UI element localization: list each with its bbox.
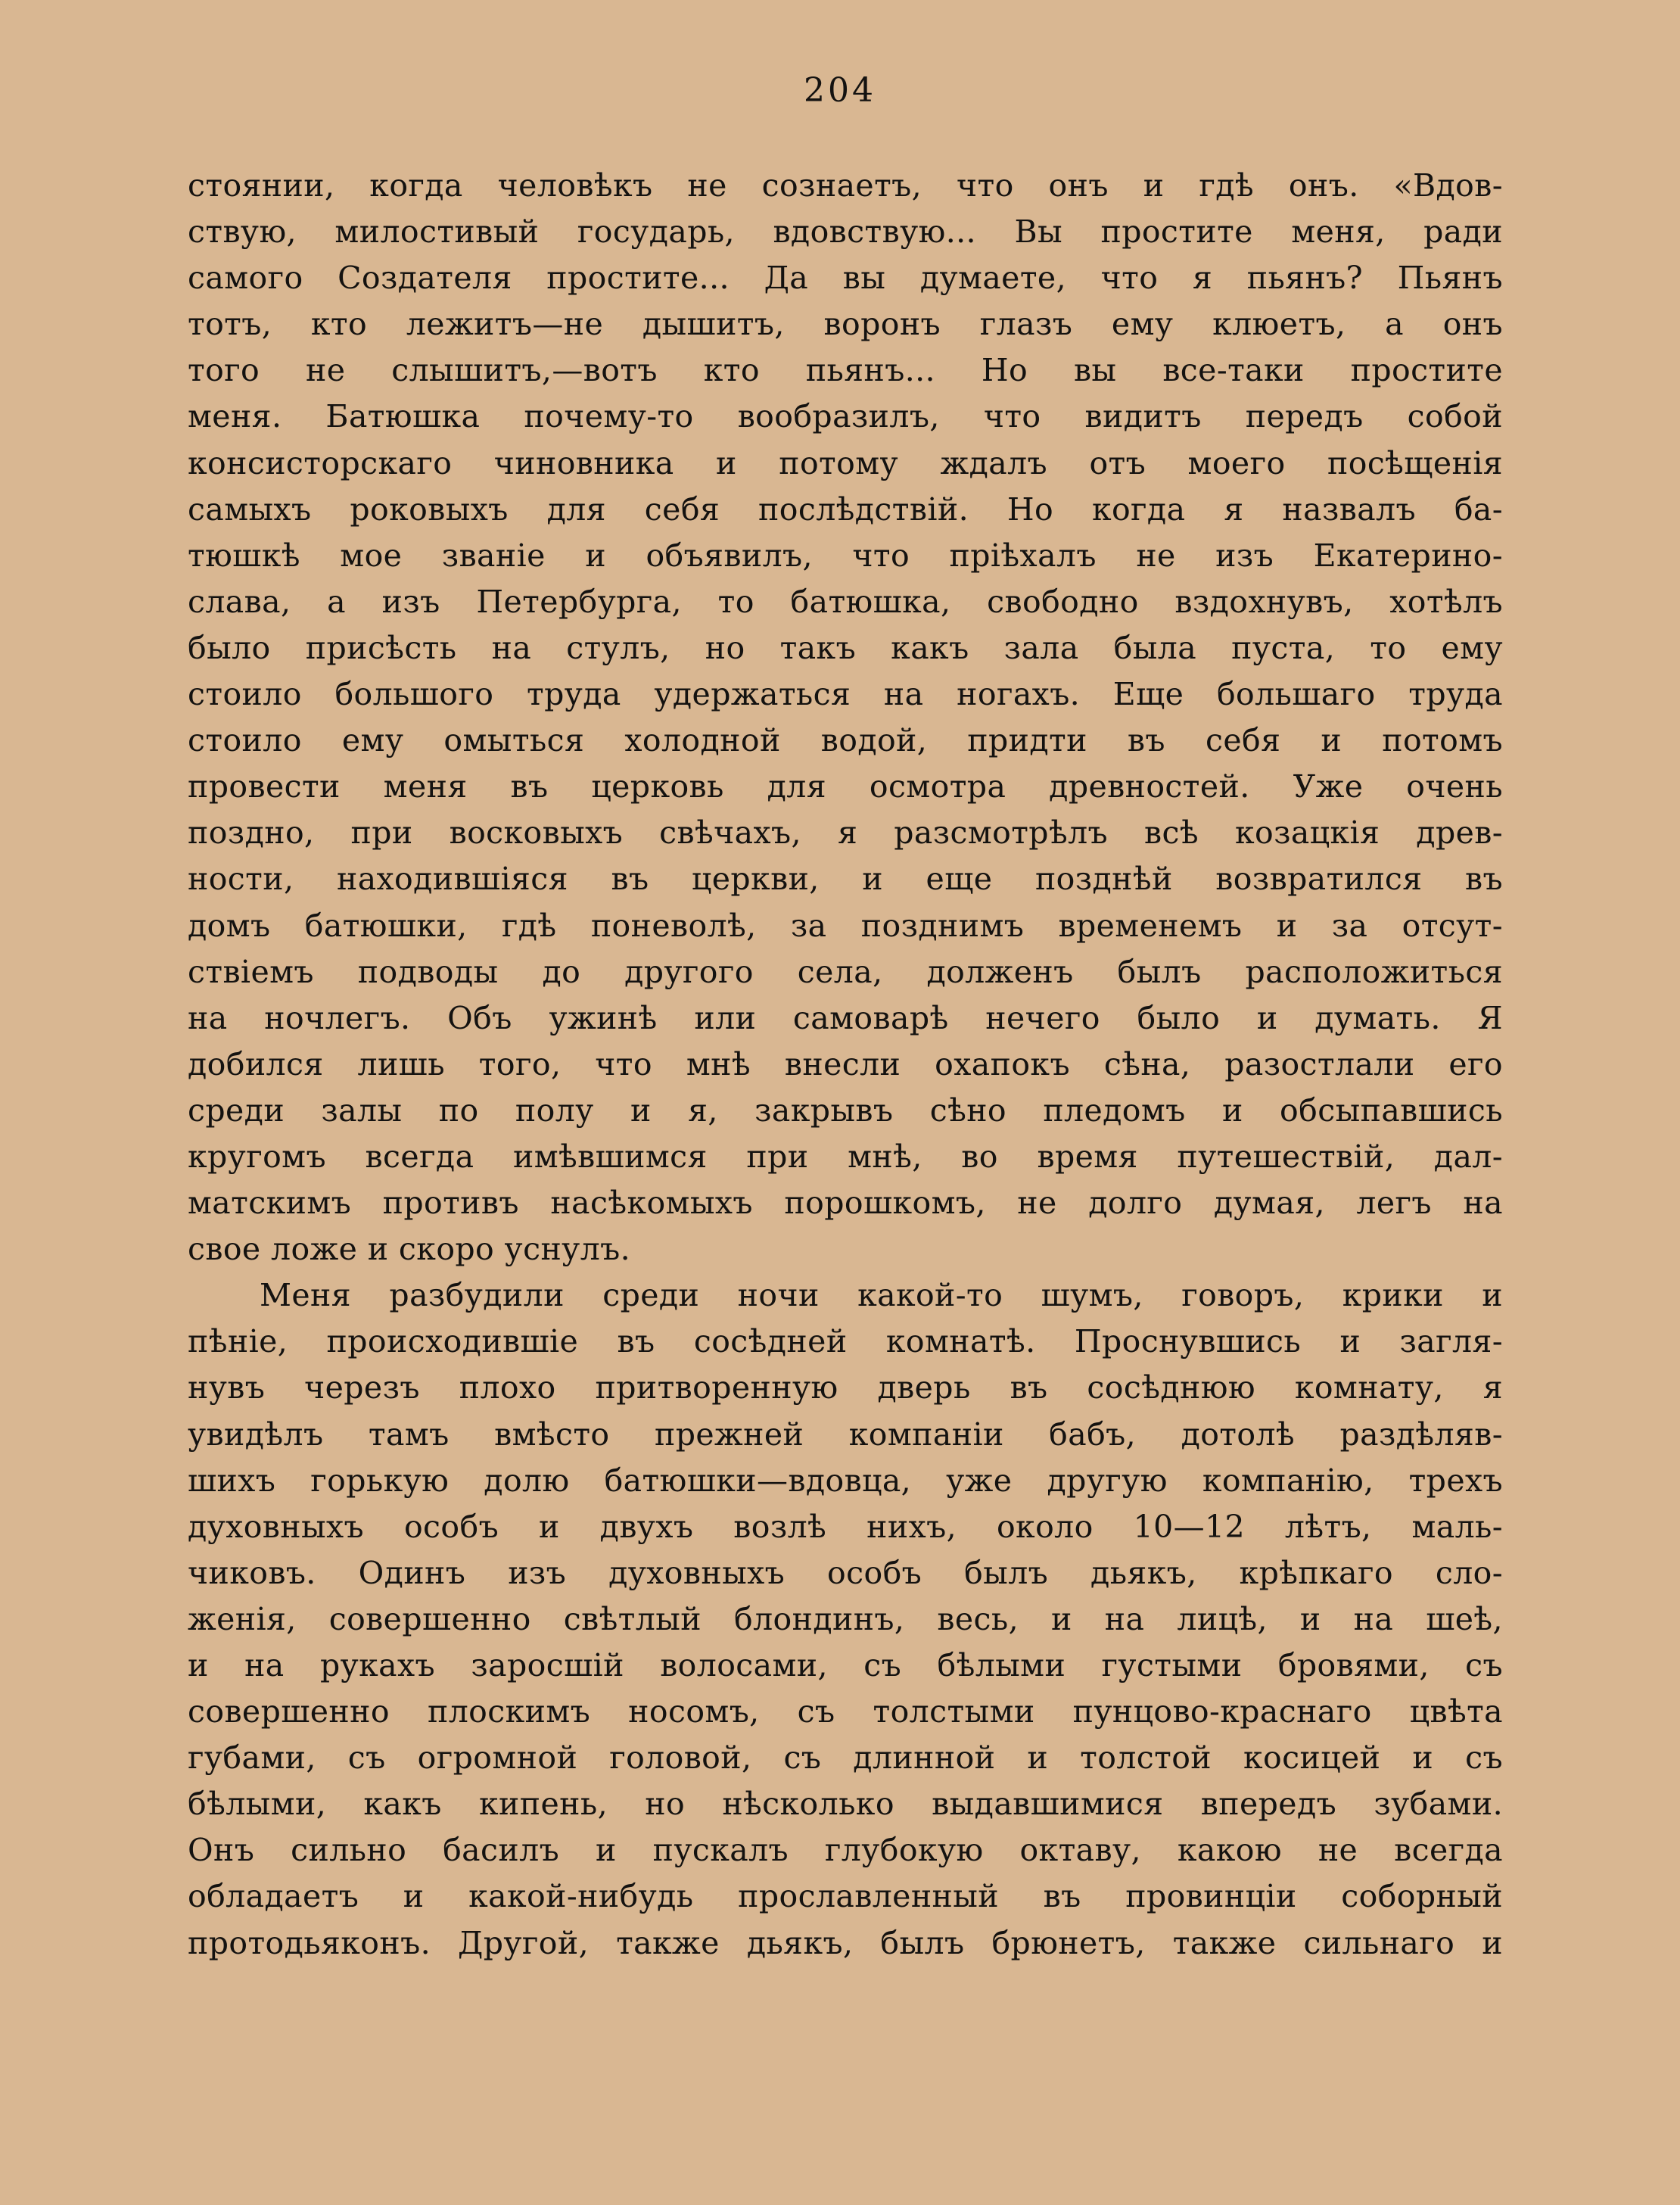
text-line: провести меня въ церковь для осмотра древностей. Уже очень [188, 768, 1503, 805]
text-line: чиковъ. Одинъ изъ духовныхъ особъ былъ дьякъ, крѣпкаго сло- [188, 1554, 1503, 1591]
text-line: кругомъ всегда имѣвшимся при мнѣ, во время путешествій, дал- [188, 1138, 1503, 1175]
text-line: стоило ему омыться холодной водой, придти въ себя и потомъ [188, 722, 1503, 759]
text-line: совершенно плоскимъ носомъ, съ толстыми пунцово-краснаго цвѣта [188, 1693, 1503, 1730]
text-line: стоило большого труда удержаться на ногахъ. Еще большаго труда [188, 676, 1503, 713]
text-line: на ночлегъ. Объ ужинѣ или самоварѣ нечего было и думать. Я [188, 999, 1503, 1036]
text-line: пѣніе, происходившіе въ сосѣдней комнатѣ. Проснувшись и загля- [188, 1323, 1503, 1360]
paragraph-1 [188, 163, 1503, 1272]
text-line: среди залы по полу и я, закрывъ сѣно пледомъ и обсыпавшись [188, 1092, 1503, 1129]
text-line: стоянии, когда человѣкъ не сознаетъ, что онъ и гдѣ онъ. «Вдов- [188, 167, 1503, 204]
text-line: было присѣсть на стулъ, но такъ какъ зала была пуста, то ему [188, 629, 1503, 666]
page-number: 204 [804, 71, 876, 110]
text-line: духовныхъ особъ и двухъ возлѣ нихъ, около 10—12 лѣтъ, маль- [188, 1508, 1503, 1545]
text-line: обладаетъ и какой-нибудь прославленный въ провинціи соборный [188, 1878, 1503, 1915]
text-line: Онъ сильно басилъ и пускалъ глубокую октаву, какою не всегда [188, 1832, 1503, 1869]
text-line: бѣлыми, какъ кипень, но нѣсколько выдавшимися впередъ зубами. [188, 1786, 1503, 1823]
text-line: добился лишь того, что мнѣ внесли охапокъ сѣна, разостлали его [188, 1045, 1503, 1082]
text-line: ствіемъ подводы до другого села, долженъ былъ расположиться [188, 953, 1503, 990]
text-line: увидѣлъ тамъ вмѣсто прежней компаніи бабъ, дотолѣ раздѣляв- [188, 1415, 1503, 1453]
text-line: домъ батюшки, гдѣ поневолѣ, за позднимъ временемъ и за отсут- [188, 907, 1503, 944]
text-line: женія, совершенно свѣтлый блондинъ, весь, и на лицѣ, и на шеѣ, [188, 1600, 1503, 1637]
text-line: ности, находившіяся въ церкви, и еще позднѣй возвратился въ [188, 861, 1503, 898]
text-line: самыхъ роковыхъ для себя послѣдствій. Но когда я назвалъ ба- [188, 491, 1503, 528]
text-line: консисторскаго чиновника и потому ждалъ отъ моего посѣщенія [188, 444, 1503, 481]
body-text [188, 163, 1503, 1967]
text-line: слава, а изъ Петербурга, то батюшка, свободно вздохнувъ, хотѣлъ [188, 583, 1503, 620]
text-line: Меня разбудили среди ночи какой-то шумъ, говоръ, крики и [260, 1277, 1503, 1314]
text-line: поздно, при восковыхъ свѣчахъ, я разсмотрѣлъ всѣ козацкія древ- [188, 814, 1503, 852]
text-line: ствую, милостивый государь, вдовствую... Вы простите меня, ради [188, 213, 1503, 251]
text-line: шихъ горькую долю батюшки—вдовца, уже другую компанію, трехъ [188, 1462, 1503, 1499]
text-line: губами, съ огромной головой, съ длинной и толстой косицей и съ [188, 1739, 1503, 1777]
text-line: тотъ, кто лежитъ—не дышитъ, воронъ глазъ ему клюетъ, а онъ [188, 306, 1503, 343]
text-line: свое ложе и скоро уснулъ. [188, 1231, 631, 1268]
text-line: протодьяконъ. Другой, также дьякъ, былъ брюнетъ, также сильнаго и [188, 1924, 1503, 1961]
text-line: самого Создателя простите... Да вы думаете, что я пьянъ? Пьянъ [188, 260, 1503, 297]
text-line: меня. Батюшка почему-то вообразилъ, что видитъ передъ собой [188, 398, 1503, 435]
text-line: того не слышитъ,—вотъ кто пьянъ... Но вы все-таки простите [188, 352, 1503, 389]
paragraph-2 [188, 1272, 1503, 1966]
text-line: и на рукахъ заросшій волосами, съ бѣлыми густыми бровями, съ [188, 1647, 1503, 1683]
text-line: матскимъ противъ насѣкомыхъ порошкомъ, не долго думая, легъ на [188, 1185, 1503, 1222]
text-line: тюшкѣ мое званіе и объявилъ, что пріѣхалъ не изъ Екатерино- [188, 537, 1503, 574]
text-line: нувъ черезъ плохо притворенную дверь въ сосѣднюю комнату, я [188, 1369, 1503, 1406]
